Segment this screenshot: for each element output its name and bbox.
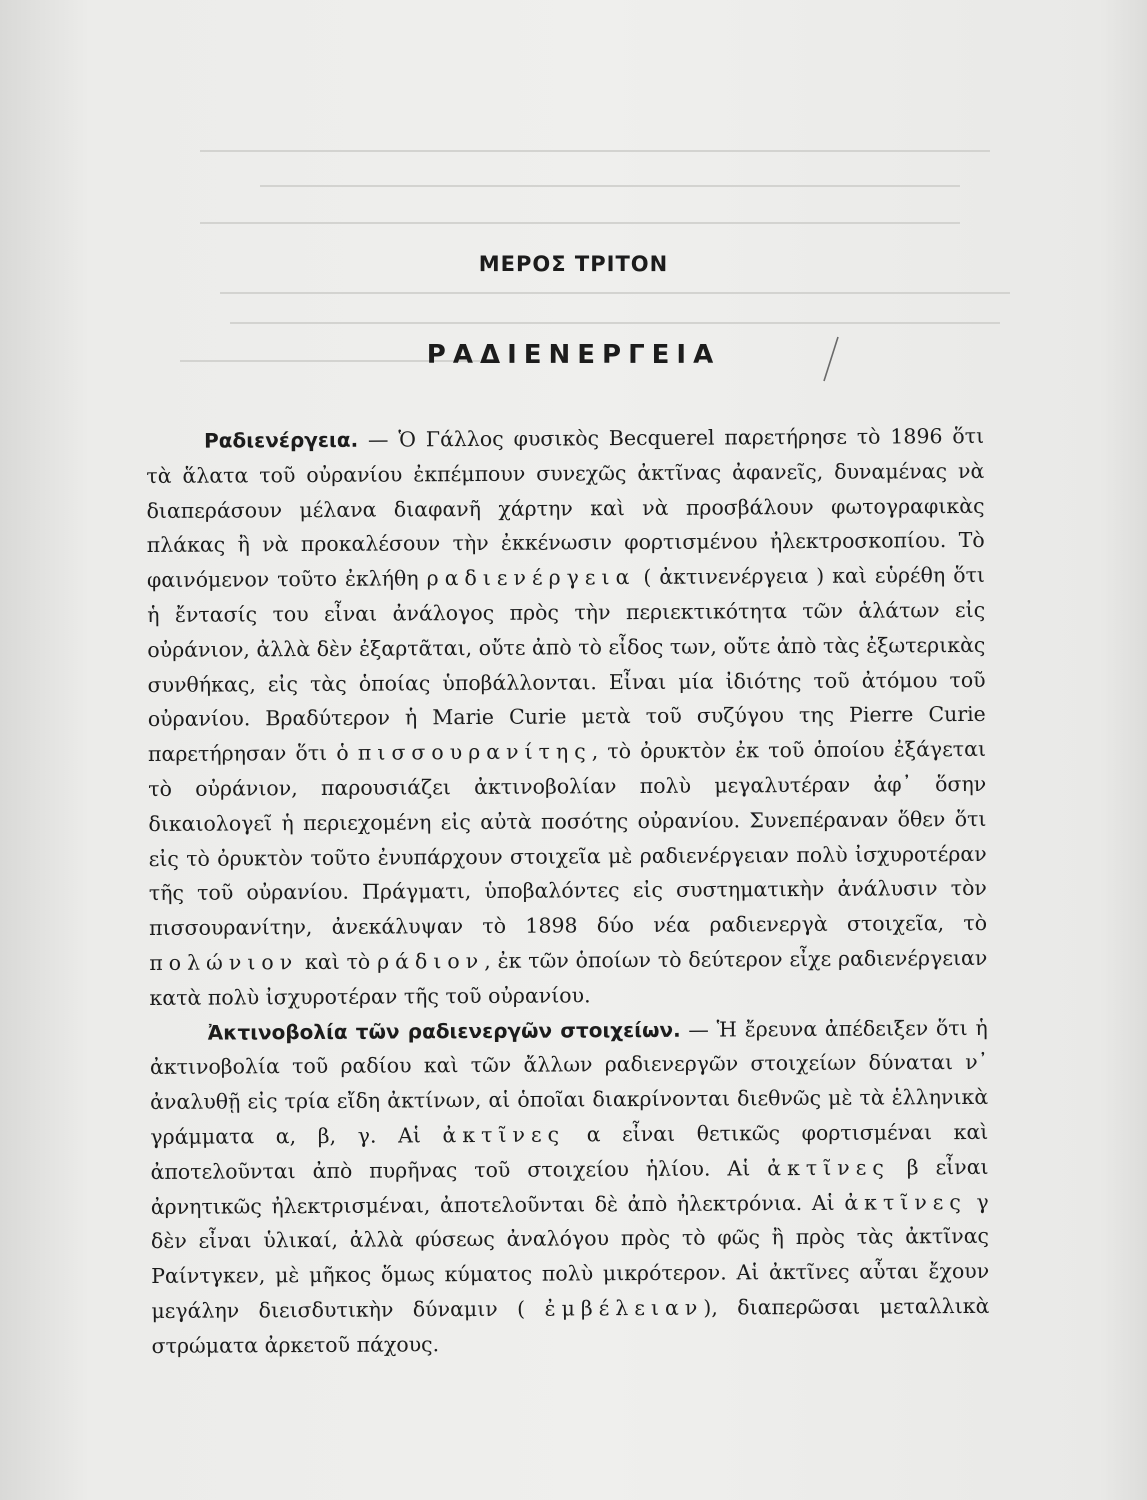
text-run: — Ὁ Γάλλος φυσικὸς Becquerel παρετήρησε τὸ 1896 ὅτι τὰ ἅλατα τοῦ οὐρανίου ἐκπέμπουν συνεχῶς ἀκτῖνας ἀφανεῖς, δυναμένας νὰ διαπεράσουν μέλανα διαφανῆ χάρτην καὶ νὰ προσβάλουν φωτογραφικὰς πλάκας ἢ νὰ προκαλέσουν τὴν ἐκκένωσιν φορτισμένου ἠλεκτροσκοπίου. Τὸ φαινόμενον τοῦτο ἐκλήθη <box>146 423 985 593</box>
text-run: ), διαπερῶσαι μεταλλικὰ στρώματα ἀρκετοῦ πάχους. <box>151 1293 990 1358</box>
section-heading-radiation: Ἀκτινοβολία τῶν ραδιενεργῶν στοιχείων. <box>207 1017 681 1045</box>
text-run: α εἶναι θετικῶς φορτισμέναι καὶ ἀποτελοῦνται ἀπὸ πυρῆνας τοῦ στοιχείου ἡλίου. Αἱ <box>150 1119 989 1184</box>
text-run: β εἶναι ἀρνητικῶς ἠλεκτρισμέναι, ἀποτελοῦνται δὲ ἀπὸ ἠλεκτρόνια. Αἱ <box>150 1154 989 1219</box>
text-run: , τὸ ὀρυκτὸν ἐκ τοῦ ὁποίου ἐξάγεται τὸ οὐράνιον, παρουσιάζει ἀκτινοβολίαν πολὺ μεγαλυτέραν ἀφ᾽ ὅσην δικαιολογεῖ ἡ περιεχομένη εἰς αὐτὰ ποσότης οὐρανίου. Συνεπέραναν ὅθεν ὅτι εἰς τὸ ὀρυκτὸν τοῦτο ἐνυπάρχουν στοιχεῖα μὲ ραδιενέργειαν πολὺ ἰσχυροτέραν τῆς τοῦ οὐρανίου. Πράγματι, ὑποβαλόντες εἰς συστηματικὴν ἀνάλυσιν τὸν πισσουρανίτην, ἀνεκάλυψαν τὸ 1898 δύο νέα ραδιενεργὰ στοιχεῖα, τὸ <box>148 737 988 941</box>
bleed-through-line <box>200 222 960 224</box>
text-run: — Ἡ ἔρευνα ἀπέδειξεν ὅτι ἡ ἀκτινοβολία τοῦ ραδίου καὶ τῶν ἄλλων ραδιενεργῶν στοιχείων δύναται ν᾽ ἀναλυθῇ εἰς τρία εἴδη ἀκτίνων, αἱ ὁποῖαι διακρίνονται διεθνῶς μὲ τὰ ἑλληνικὰ γράμματα α, β, γ. Αἱ <box>149 1015 989 1149</box>
text-run: καὶ τὸ <box>304 949 371 974</box>
text-run: ( ἀκτινενέργεια ) καὶ εὑρέθη ὅτι ἡ ἔντασίς του εἶναι ἀνάλογος πρὸς τὴν περιεκτικότητα τῶν ἁλάτων εἰς οὐράνιον, ἀλλὰ δὲν ἐξαρτᾶται, οὔτε ἀπὸ τὸ εἶδος των, οὔτε ἀπὸ τὰς ἐξωτερικὰς συνθήκας, εἰς τὰς ὁποίας ὑποβάλλονται. Εἶναι μία ἰδιότης τοῦ ἀτόμου τοῦ οὐρανίου. Βραδύτερον ἡ Marie Curie μετὰ τοῦ συζύγου της Pierre Curie παρετήρησαν ὅτι ὁ <box>147 563 986 767</box>
spaced-term: ραδιενέργεια <box>426 565 636 591</box>
spaced-term: ἀκτῖνες <box>844 1189 967 1215</box>
part-title: ΜΕΡΟΣ ΤΡΙΤΟΝ <box>478 252 669 276</box>
spaced-term: ράδιον <box>377 948 485 974</box>
spaced-term: ἐμβέλειαν <box>544 1295 704 1321</box>
chapter-title: ΡΑΔΙΕΝΕΡΓΕΙΑ <box>426 340 721 370</box>
text-run: , ἐκ τῶν ὁποίων τὸ δεύτερον εἶχε ραδιενέργειαν κατὰ πολὺ ἰσχυροτέραν τῆς τοῦ οὐρανίου. <box>149 945 988 1010</box>
spaced-term: ἀκτῖνες <box>767 1155 890 1180</box>
bleed-through-line <box>260 185 960 187</box>
pencil-slash-mark <box>820 335 842 383</box>
bleed-through-line <box>220 292 1010 294</box>
paragraph-radiation <box>150 1010 990 1363</box>
spaced-term: ἀκτῖνες <box>442 1122 566 1148</box>
text-run: γ δὲν εἶναι ὑλικαί, ἀλλὰ φύσεως ἀναλόγου πρὸς τὸ φῶς ἢ πρὸς τὰς ἀκτῖνας Ραίντγκεν, μὲ μῆκος ὅμως κύματος πολὺ μικρότερον. Αἱ ἀκτῖνες αὗται ἔχουν μεγάλην διεισδυτικὴν δύναμιν ( <box>150 1189 990 1323</box>
body-text <box>146 419 990 1364</box>
spaced-term: πισσουρανίτης <box>357 739 592 765</box>
paragraph-radioactivity <box>146 419 988 1016</box>
section-heading-radioactivity: Ραδιενέργεια. <box>204 427 359 453</box>
bleed-through-line <box>230 322 1000 324</box>
bleed-through-line <box>200 150 990 152</box>
spaced-term: πολώνιον <box>149 950 299 975</box>
